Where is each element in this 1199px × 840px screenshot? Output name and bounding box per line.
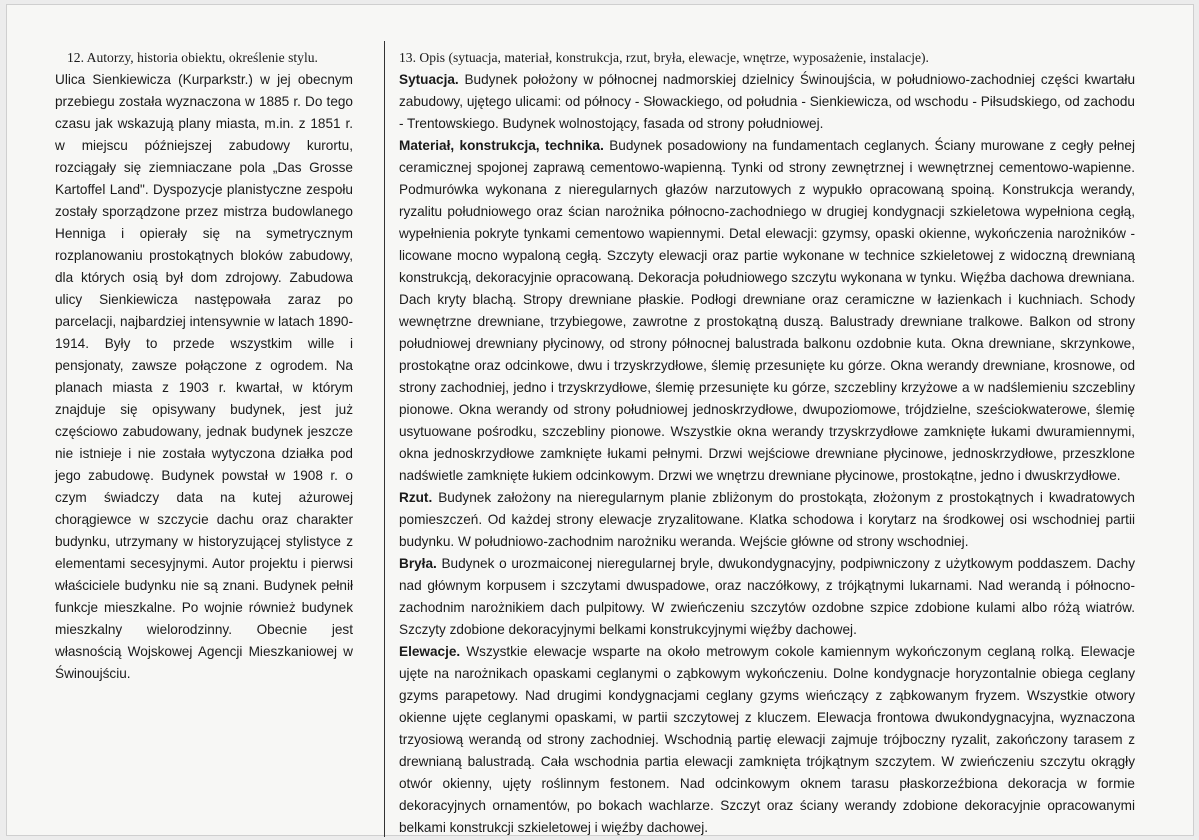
- elevations-paragraph: [399, 641, 1135, 839]
- situation-label: Sytuacja.: [399, 72, 459, 87]
- situation-text: Budynek położony w północnej nadmorskiej dzielnicy Świnoujścia, w południowo-zachodniej części kwartału zabudowy, ujętego ulicami: od północy - Słowackiego, od południa - Sienkiewicza, od wschodu - Piłsudskiego, od zachodu - Trentowskiego. Budynek wolnostojący, fasada od strony południowej.: [399, 72, 1136, 131]
- section-12-body: Ulica Sienkiewicza (Kurparkstr.) w jej obecnym przebiegu została wyznaczona w 1885 r. Do tego czasu jak wskazują plany miasta, m.in. z 1851 r. w miejscu późniejszej zabudowy kurortu, rozciągały się ziemniaczane pola „Das Grosse Kartoffel Land". Dyspozycje planistyczne zespołu zostały sporządzone przez mistrza budowlanego Henniga i opierały się na symetrycznym rozplanowaniu prostokątnych bloków zabudowy, dla których osią był dom zdrojowy. Zabudowa ulicy Sienkiewicza następowała zaraz po parcelacji, najbardziej intensywnie w latach 1890-1914. Były to przede wszystkim wille i pensjonaty, zawsze połączone z ogrodem. Na planach miasta z 1903 r. kwartał, w którym znajduje się opisywany budynek, jest już częściowo zabudowany, jednak budynek jeszcze nie istnieje i nie została wytyczona działka pod jego zabudowę. Budynek powstał w 1908 r. o czym świadczy data na kutej ażurowej chorągiewce w szczycie dachu oraz charakter budynku, utrzymany w historyzującej stylistyce z elementami secesyjnymi. Autor projektu i pierwsi właściciele budynku nie są znani. Budynek pełnił funkcje mieszkalne. Po wojnie również budynek mieszkalny wielorodzinny. Obecnie jest własnością Wojskowej Agencji Mieszkaniowej w Świnoujściu.: [55, 72, 353, 681]
- material-text: Budynek posadowiony na fundamentach ceglanych. Ściany murowane z cegły pełnej ceramicznej spojonej zaprawą cementowo-wapienną. Tynki od strony zewnętrznej i wewnętrznej cementowo-wapienne. Podmurówka wykonana z nieregularnych głazów narzutowych z wypukło opracowaną spoiną. Konstrukcja werandy, ryzalitu południowego oraz ścian narożnika północno-zachodniego w drugiej kondygnacji szkieletowa wypełniona cegłą, wypełnienia pokryte tynkami cementowo wapiennymi. Detal elewacji: gzymsy, opaski okienne, wykończenia narożników - licowane mocno wypaloną cegłą. Szczyty elewacji oraz partie wykonane w technice szkieletowej z widoczną drewnianą konstrukcją, dekoracyjnie opracowaną. Dekoracja południowego szczytu wykonana w tynku. Więźba dachowa drewniana. Dach kryty blachą. Stropy drewniane płaskie. Podłogi drewniane oraz ceramiczne w łazienkach i kuchniach. Schody wewnętrzne drewniane, trzybiegowe, zawrotne z prostokątną duszą. Balustrady drewniane tralkowe. Balkon od strony południowej drewniany płycinowy, od strony północnej balustrada balkonu ozdobnie kuta. Okna drewniane, skrzynkowe, prostokątne oraz odcinkowe, dwu i trzyskrzydłowe, ślemię przesunięte ku górze. Okna werandy drewniane, krosnowe, od strony zachodniej, jedno i trzyskrzydłowe, ślemię przesunięte ku górze, szczebliny krzyżowe a w nadślemieniu szczebliny pionowe. Okna werandy od strony południowej jednoskrzydłowe, dwupoziomowe, trójdzielne, sześciokwaterowe, ślemię usytuowane pośrodku, szczebliny pionowe. Wszystkie okna werandy trzyskrzydłowe zamknięte łukami dwuramiennymi, okna jednoskrzydłowe zamknięte łukami pełnymi. Drzwi wejściowe drewniane płycinowe, jednoskrzydłowe, przeszklone nadświetle zamknięte łukiem odcinkowym. Drzwi we wnętrzu drewniane płycinowe, prostokątne, jedno i dwuskrzydłowe.: [399, 138, 1136, 483]
- elevations-label: Elewacje.: [399, 644, 461, 659]
- right-column: [399, 47, 1135, 839]
- plan-paragraph: [399, 487, 1135, 553]
- column-divider: [384, 41, 385, 837]
- plan-text: Budynek założony na nieregularnym planie zbliżonym do prostokąta, złożonym z prostokątnych i kwadratowych pomieszczeń. Od każdej strony elewacje zryzalitowane. Klatka schodowa i korytarz na środkowej osi wschodniej partii budynku. W południowo-zachodnim narożniku weranda. Wejście główne od strony wschodniej.: [399, 490, 1135, 549]
- section-13-heading: 13. Opis (sytuacja, materiał, konstrukcja, rzut, bryła, elewacje, wnętrze, wyposażenie, instalacje).: [399, 50, 929, 65]
- mass-text: Budynek o urozmaiconej nieregularnej bryle, dwukondygnacyjny, podpiwniczony z użytkowym poddaszem. Dachy nad głównym korpusem i szczytami dwuspadowe, oraz naczółkowy, z trójkątnymi lukarnami. Nad werandą i północno-zachodnim narożnikiem dach pulpitowy. W zwieńczeniu szczytów ozdobne szpice zdobione kulami albo różą wiatrów. Szczyty zdobione dekoracyjnymi belkami konstrukcyjnymi więźby dachowej.: [399, 556, 1135, 637]
- mass-paragraph: [399, 553, 1135, 641]
- material-paragraph: [399, 135, 1135, 487]
- section-12-heading: 12. Autorzy, historia obiektu, określenie stylu.: [67, 50, 318, 65]
- plan-label: Rzut.: [399, 490, 433, 505]
- material-label: Materiał, konstrukcja, technika.: [399, 138, 604, 153]
- left-column: [55, 47, 353, 685]
- situation-paragraph: [399, 69, 1135, 135]
- mass-label: Bryła.: [399, 556, 437, 571]
- document-page: [6, 4, 1194, 836]
- elevations-text: Wszystkie elewacje wsparte na około metrowym cokole kamiennym wykończonym ceglaną rolką. Elewacje ujęte na narożnikach opaskami ceglanymi o ząbkowym wykończeniu. Dolne kondygnacje horyzontalnie obiega ceglany gzyms parapetowy. Nad drugimi kondygnacjami ceglany gzyms wieńczący z ząbkowanym fryzem. Wszystkie otwory okienne ujęte ceglanymi opaskami, w partii szczytowej z kluczem. Elewacja frontowa dwukondygnacyjna, wyznaczona trzyosiową werandą od strony zachodniej. Wschodnią partię elewacji zajmuje trójboczny ryzalit, zakończony tarasem z drewnianą balustradą. Cała wschodnia partia elewacji zamknięta trójkątnym szczytem. W zwieńczeniu szczytu okrągły otwór okienny, ujęty roślinnym festonem. Nad odcinkowym oknem tarasu płaskorzeźbiona dekoracja w formie dekoracyjnych ornamentów, po bokach wachlarze. Szczyt oraz ściany werandy zdobione dekoracyjnie opracowanymi belkami konstrukcji szkieletowej i więźby dachowej.: [399, 644, 1136, 835]
